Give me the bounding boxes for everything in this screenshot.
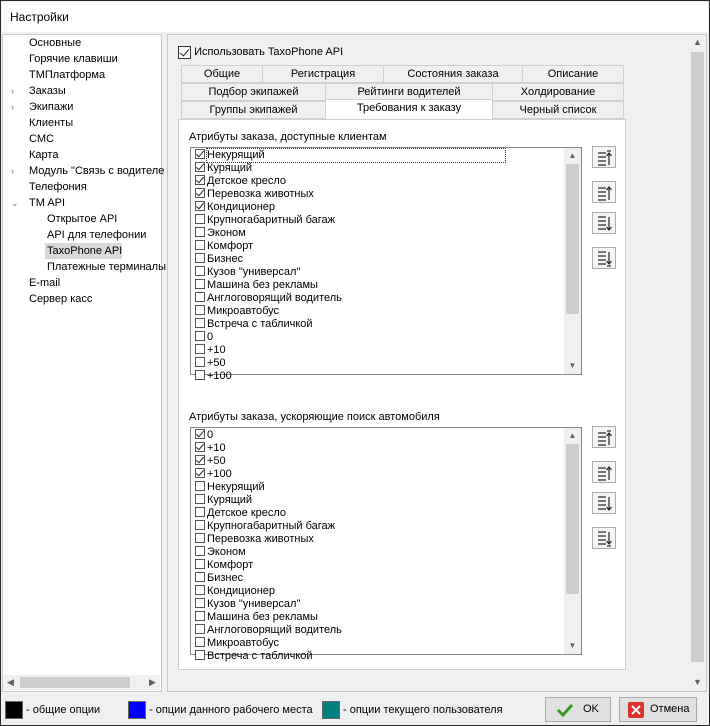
tree-item-hotkeys[interactable]	[27, 51, 118, 67]
move-down-icon	[597, 216, 613, 232]
tab-crew-selection[interactable]: Подбор экипажей	[181, 83, 326, 101]
list-item-label: Комфорт	[207, 559, 254, 571]
tab-black-list[interactable]: Черный список	[492, 101, 624, 119]
checkbox-icon[interactable]	[195, 214, 205, 224]
checkbox-icon[interactable]	[195, 240, 205, 250]
checkbox-icon[interactable]	[195, 637, 205, 647]
list-item-label: Курящий	[207, 162, 253, 174]
checkbox-icon[interactable]	[195, 650, 205, 660]
list-item[interactable]	[195, 546, 246, 559]
tree-item-label: TM API	[29, 197, 66, 209]
list-item[interactable]	[195, 650, 313, 663]
list-item[interactable]	[195, 318, 313, 331]
list-item-label: Кондиционер	[207, 201, 276, 213]
tab-crew-groups[interactable]: Группы экипажей	[181, 101, 326, 119]
scroll-thumb[interactable]	[20, 677, 130, 688]
list-item[interactable]	[195, 175, 286, 188]
move-to-bottom-icon	[597, 531, 613, 547]
tree-item-label: Сервер касс	[29, 293, 93, 305]
checkbox-icon[interactable]	[195, 624, 205, 634]
list-item[interactable]	[195, 520, 335, 533]
move-to-top-button[interactable]	[592, 426, 616, 448]
tree-item-label: Открытое API	[47, 213, 118, 225]
list-item[interactable]	[195, 585, 275, 598]
cancel-icon	[628, 702, 644, 718]
list-item[interactable]	[195, 214, 335, 227]
move-to-top-button[interactable]	[592, 146, 616, 168]
checkbox-icon[interactable]	[195, 344, 205, 354]
ok-button[interactable]	[545, 697, 611, 722]
list-item-label: Встреча с табличкой	[207, 650, 313, 662]
list-item-label: Машина без рекламы	[207, 279, 318, 291]
list-item-label: +100	[207, 468, 232, 480]
use-api-label: Использовать TaxoPhone API	[194, 46, 344, 58]
checkbox-icon[interactable]	[195, 305, 205, 315]
list-item-label: Встреча с табличкой	[207, 318, 313, 330]
legend-swatch	[128, 701, 146, 719]
tree-item-label: Телефония	[29, 181, 87, 193]
tree-item-clients[interactable]	[27, 115, 73, 131]
group1-label: Атрибуты заказа, доступные клиентам	[189, 131, 387, 143]
checkbox-icon[interactable]	[178, 46, 191, 59]
list-item[interactable]	[195, 344, 226, 357]
tree-horizontal-scrollbar[interactable]	[3, 675, 160, 690]
move-to-bottom-button[interactable]	[592, 247, 616, 269]
checkbox-icon[interactable]	[195, 279, 205, 289]
list-item-label: Курящий	[207, 494, 253, 506]
checkbox-icon[interactable]	[195, 520, 205, 530]
tab-order-states[interactable]: Состояния заказа	[383, 65, 523, 83]
checkbox-icon[interactable]	[195, 442, 205, 452]
scroll-thumb[interactable]	[691, 52, 704, 662]
tree-item-telephony-api[interactable]	[45, 227, 146, 243]
scroll-right-icon[interactable]: ▶	[149, 677, 156, 687]
checkbox-icon[interactable]	[195, 188, 205, 198]
list-item-label: Перевозка животных	[207, 533, 314, 545]
list-item[interactable]	[195, 559, 253, 572]
tree-item-open-api[interactable]	[45, 211, 117, 227]
checkbox-icon[interactable]	[195, 572, 205, 582]
list-item[interactable]	[195, 533, 314, 546]
checkbox-icon[interactable]	[195, 357, 205, 367]
list-item-label: Некурящий	[207, 481, 265, 493]
move-to-bottom-button[interactable]	[592, 527, 616, 549]
tree-item-label: Карта	[29, 149, 59, 161]
tab-order-requirements[interactable]: Требования к заказу	[325, 99, 493, 119]
checkmark-icon	[556, 702, 574, 718]
window-title: Настройки	[10, 10, 69, 24]
list-item-label: Бизнес	[207, 572, 244, 584]
legend-swatch	[5, 701, 23, 719]
list-item-label: Детское кресло	[207, 507, 287, 519]
list-item[interactable]	[195, 227, 246, 240]
scroll-thumb[interactable]	[566, 444, 579, 594]
tree-item-email[interactable]	[27, 275, 60, 291]
tree-item-cashbox-server[interactable]	[27, 291, 92, 307]
checkbox-icon[interactable]	[195, 611, 205, 621]
checkbox-icon[interactable]	[195, 370, 205, 380]
title-bar	[2, 2, 708, 32]
list-item-label: Машина без рекламы	[207, 611, 318, 623]
checkbox-icon[interactable]	[195, 253, 205, 263]
move-down-button[interactable]	[592, 212, 616, 234]
expanded-arrow-icon[interactable]: ⌄	[11, 198, 19, 208]
ok-label: OK	[583, 703, 599, 715]
list-item-label: Англоговорящий водитель	[207, 292, 342, 304]
scroll-up-icon[interactable]: ▲	[568, 151, 577, 160]
legend-workstation	[128, 700, 313, 720]
tree-item-label: ТМПлатформа	[29, 69, 106, 81]
list-item[interactable]	[195, 468, 232, 481]
list-item-label: 0	[207, 429, 214, 441]
scroll-up-icon[interactable]: ▲	[568, 431, 577, 440]
tab-obshchie[interactable]: Общие	[181, 65, 263, 83]
list-vertical-scrollbar[interactable]	[564, 148, 581, 374]
scroll-down-icon[interactable]: ▼	[568, 641, 577, 650]
list-item[interactable]	[195, 455, 226, 468]
list-item-label: Некурящий	[207, 149, 505, 162]
list-item[interactable]	[195, 201, 275, 214]
list-item[interactable]	[195, 429, 213, 442]
list-item-label: 0	[207, 331, 214, 343]
tree-item-label: Горячие клавиши	[29, 53, 118, 65]
list-item[interactable]	[195, 507, 286, 520]
checkbox-icon[interactable]	[195, 455, 205, 465]
list-item-label: Англоговорящий водитель	[207, 624, 342, 636]
panel-vertical-scrollbar[interactable]	[689, 35, 706, 691]
move-to-bottom-icon	[597, 251, 613, 267]
legend-label: - общие опции	[26, 704, 101, 716]
tree-item-label: TaxoPhone API	[47, 245, 123, 257]
list-item-label: Эконом	[207, 546, 246, 558]
list-item[interactable]	[195, 331, 213, 344]
list-item-label: +10	[207, 344, 226, 356]
tree-item-payment-terminals[interactable]	[45, 259, 166, 275]
list-item[interactable]	[195, 442, 226, 455]
list-item[interactable]	[195, 188, 314, 201]
checkbox-icon[interactable]	[195, 559, 205, 569]
tree-item-label: Экипажи	[29, 101, 74, 113]
list-item-label: +10	[207, 442, 226, 454]
list-item[interactable]	[195, 370, 232, 383]
use-taxophone-api-checkbox[interactable]	[178, 44, 343, 60]
checkbox-icon[interactable]	[195, 507, 205, 517]
checkbox-icon[interactable]	[195, 149, 205, 159]
list-item-label: +100	[207, 370, 232, 382]
tree-item-orders[interactable]	[27, 83, 66, 99]
scroll-up-icon[interactable]: ▲	[693, 37, 702, 47]
tree-item-label: Модуль "Связь с водителе	[29, 165, 165, 177]
cancel-button[interactable]	[619, 697, 697, 722]
checkbox-icon[interactable]	[195, 533, 205, 543]
checkbox-icon[interactable]	[195, 598, 205, 608]
tab-page-order-requirements	[178, 119, 626, 670]
list-item[interactable]	[195, 292, 342, 305]
tree-item-tm-api[interactable]	[27, 195, 65, 211]
tree-item-crews[interactable]	[27, 99, 73, 115]
checkbox-icon[interactable]	[195, 318, 205, 328]
tree-item-taxophone-api[interactable]	[45, 243, 122, 259]
list-item[interactable]	[195, 357, 226, 370]
list-item-label: Микроавтобус	[207, 637, 280, 649]
tab-registration[interactable]: Регистрация	[262, 65, 384, 83]
list-item[interactable]	[195, 149, 505, 162]
list-item[interactable]	[195, 572, 243, 585]
settings-tree[interactable]	[2, 34, 166, 692]
tree-item-telephony[interactable]	[27, 179, 87, 195]
tree-item-tmplatform[interactable]	[27, 67, 105, 83]
scroll-thumb[interactable]	[566, 164, 579, 314]
list-item[interactable]	[195, 598, 300, 611]
checkbox-icon[interactable]	[195, 162, 205, 172]
list-item[interactable]	[195, 637, 279, 650]
move-up-button[interactable]	[592, 181, 616, 203]
move-to-top-icon	[597, 150, 613, 166]
legend-label: - опции данного рабочего места	[149, 704, 313, 716]
tab-description[interactable]: Описание	[522, 65, 624, 83]
checkbox-icon[interactable]	[195, 585, 205, 595]
tree-item-label: Основные	[29, 37, 82, 49]
legend-swatch	[322, 701, 340, 719]
move-up-icon	[597, 465, 613, 481]
checkbox-icon[interactable]	[195, 429, 205, 439]
tree-item-label: Клиенты	[29, 117, 74, 129]
checkbox-icon[interactable]	[195, 292, 205, 302]
legend-common	[5, 700, 100, 720]
list-item[interactable]	[195, 611, 318, 624]
list-item[interactable]	[195, 305, 279, 318]
collapsed-arrow-icon[interactable]: ›	[11, 102, 14, 112]
client-attributes-list[interactable]	[190, 147, 582, 382]
legend-label: - опции текущего пользователя	[343, 704, 503, 716]
checkbox-icon[interactable]	[195, 481, 205, 491]
list-item-label: Кузов "универсал"	[207, 266, 301, 278]
list-item-label: Эконом	[207, 227, 246, 239]
collapsed-arrow-icon[interactable]: ›	[11, 86, 14, 96]
tree-item-label: СМС	[29, 133, 54, 145]
list-item[interactable]	[195, 624, 342, 637]
move-down-icon	[597, 496, 613, 512]
list-item-label: Детское кресло	[207, 175, 287, 187]
list-item-label: +50	[207, 357, 226, 369]
list-item[interactable]	[195, 481, 265, 494]
search-attributes-list[interactable]	[190, 427, 582, 662]
checkbox-icon[interactable]	[195, 468, 205, 478]
tree-item-osnovnye[interactable]	[27, 35, 81, 51]
tree-item-sms[interactable]	[27, 131, 54, 147]
tree-item-driver-link-module[interactable]	[27, 163, 164, 179]
checkbox-icon[interactable]	[195, 201, 205, 211]
list-item[interactable]	[195, 253, 243, 266]
tab-driver-ratings[interactable]: Рейтинги водителей	[325, 83, 493, 101]
list-item[interactable]	[195, 266, 300, 279]
list-item-label: Крупногабаритный багаж	[207, 520, 335, 532]
cancel-label: Отмена	[650, 703, 690, 715]
list-item-label: Кузов "универсал"	[207, 598, 301, 610]
checkbox-icon[interactable]	[195, 175, 205, 185]
checkbox-icon[interactable]	[195, 546, 205, 556]
list-item-label: Кондиционер	[207, 585, 276, 597]
tree-item-label: Заказы	[29, 85, 66, 97]
legend-user	[322, 700, 503, 720]
list-item-label: Микроавтобус	[207, 305, 280, 317]
tree-item-map[interactable]	[27, 147, 58, 163]
move-up-icon	[597, 185, 613, 201]
list-item-label: Бизнес	[207, 253, 244, 265]
checkbox-icon[interactable]	[195, 331, 205, 341]
group2-label: Атрибуты заказа, ускоряющие поиск автомобиля	[189, 411, 440, 423]
scroll-left-icon[interactable]: ◀	[7, 677, 14, 687]
list-item-label: Перевозка животных	[207, 188, 314, 200]
list-item-label: +50	[207, 455, 226, 467]
list-item-label: Крупногабаритный багаж	[207, 214, 335, 226]
collapsed-arrow-icon[interactable]: ›	[11, 166, 14, 176]
scroll-down-icon[interactable]: ▼	[693, 677, 702, 687]
list-item[interactable]	[195, 279, 318, 292]
checkbox-icon[interactable]	[195, 266, 205, 276]
list-item-label: Комфорт	[207, 240, 254, 252]
checkbox-icon[interactable]	[195, 227, 205, 237]
list-item[interactable]	[195, 494, 252, 507]
move-to-top-icon	[597, 430, 613, 446]
tree-item-label: API для телефонии	[47, 229, 147, 241]
tree-item-label: Платежные терминалы	[47, 261, 166, 273]
tab-holding[interactable]: Холдирование	[492, 83, 624, 101]
list-vertical-scrollbar[interactable]	[564, 428, 581, 654]
move-up-button[interactable]	[592, 461, 616, 483]
checkbox-icon[interactable]	[195, 494, 205, 504]
list-item[interactable]	[195, 240, 253, 253]
tree-item-label: E-mail	[29, 277, 61, 289]
list-item[interactable]	[195, 162, 252, 175]
scroll-down-icon[interactable]: ▼	[568, 361, 577, 370]
move-down-button[interactable]	[592, 492, 616, 514]
